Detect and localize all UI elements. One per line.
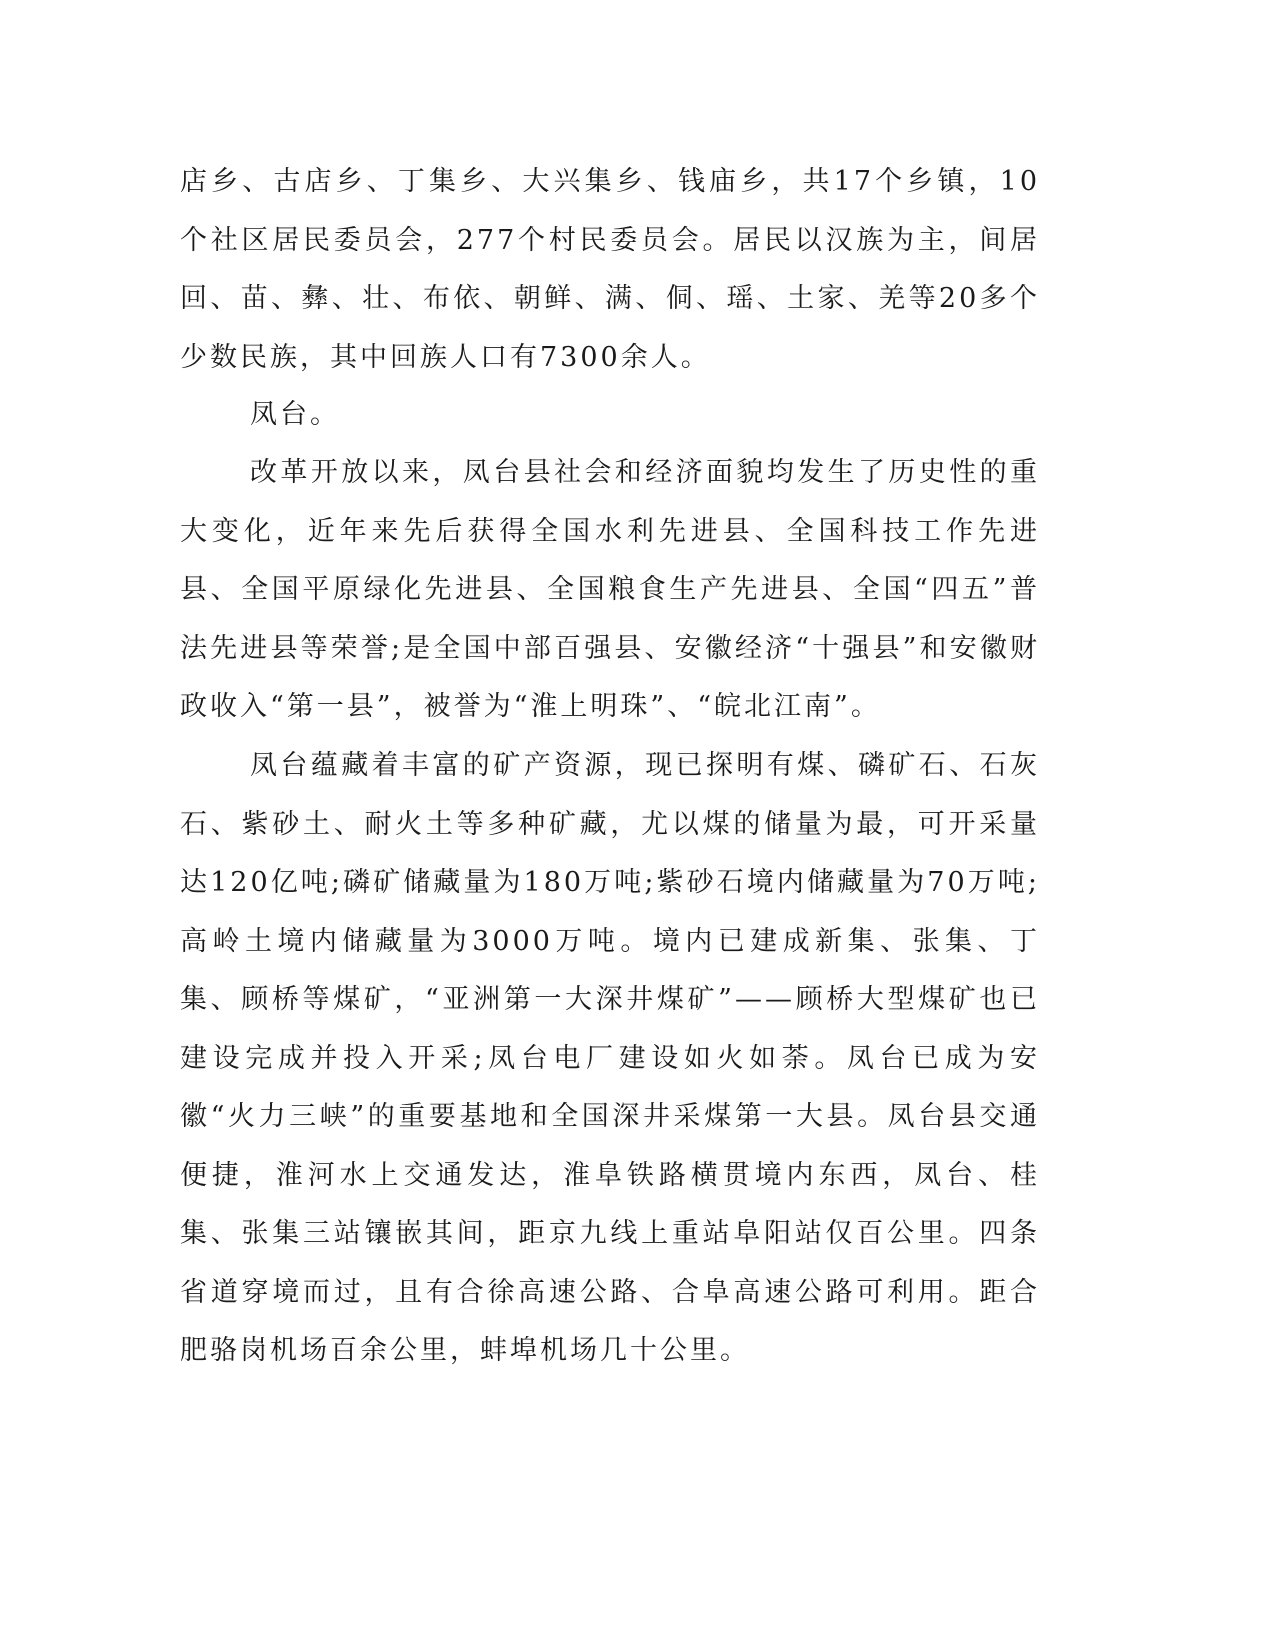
text-block (180, 153, 1040, 387)
text-block (180, 444, 1040, 737)
paragraph-mineral-resources: 凤台蕴藏着丰富的矿产资源，现已探明有煤、磷矿石、石灰石、紫砂土、耐火土等多种矿藏，尤以煤的储量为最，可开采量达120亿吨;磷矿储藏量为180万吨;紫砂石境内储藏量为70万吨;高岭土境内储藏量为3000万吨。境内已建成新集、张集、丁集、顾桥等煤矿，“亚洲第一大深井煤矿”——顾桥大型煤矿也已建设完成并投入开采;凤台电厂建设如火如荼。凤台已成为安徽“火力三峡”的重要基地和全国深井采煤第一大县。凤台县交通便捷，淮河水上交通发达，淮阜铁路横贯境内东西，凤台、桂集、张集三站镶嵌其间，距京九线上重站阜阳站仅百公里。四条省道穿境而过，且有合徐高速公路、合阜高速公路可利用。距合肥骆岗机场百余公里，蚌埠机场几十公里。 (180, 750, 1040, 1366)
text-block (180, 386, 1040, 445)
text-block (180, 737, 1040, 1381)
paragraph-reform-honors: 改革开放以来，凤台县社会和经济面貌均发生了历史性的重大变化，近年来先后获得全国水利先进县、全国科技工作先进县、全国平原绿化先进县、全国粮食生产先进县、全国“四五”普法先进县等荣誉;是全国中部百强县、安徽经济“十强县”和安徽财政收入“第一县”，被誉为“淮上明珠”、“皖北江南”。 (180, 457, 1040, 722)
paragraph-fengtai-heading: 凤台。 (250, 399, 340, 430)
paragraph-township-list: 店乡、古店乡、丁集乡、大兴集乡、钱庙乡，共17个乡镇，10个社区居民委员会，277个村民委员会。居民以汉族为主，间居回、苗、彝、壮、布依、朝鲜、满、侗、瑶、土家、羌等20多个少数民族，其中回族人口有7300余人。 (180, 166, 1040, 373)
